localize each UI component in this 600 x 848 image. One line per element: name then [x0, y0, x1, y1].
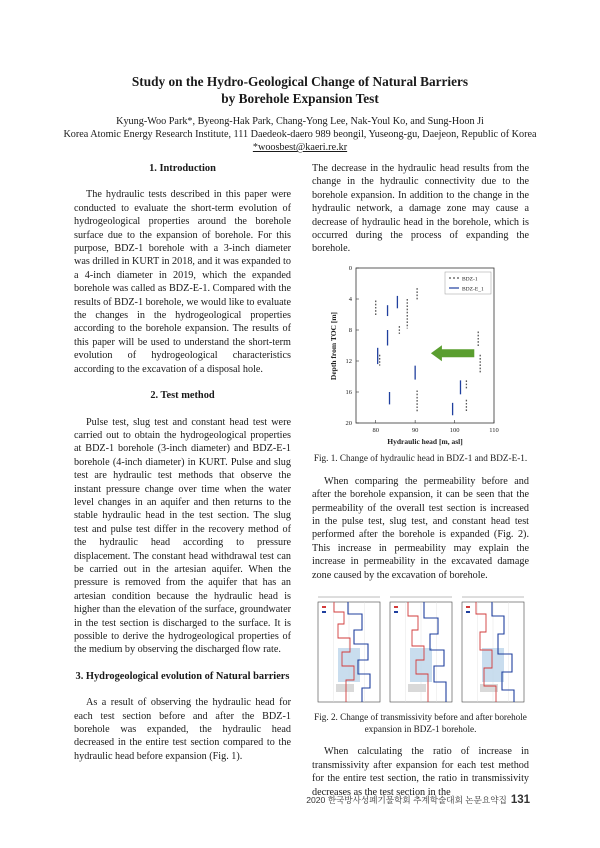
figure-1 — [312, 262, 529, 465]
page-number: 131 — [510, 794, 530, 806]
left-column — [74, 162, 291, 763]
y-tick-label: 12 — [345, 358, 352, 366]
shaded-zone — [336, 684, 354, 692]
shaded-zone — [338, 648, 360, 682]
y-tick-label: 0 — [348, 265, 352, 273]
section-heading-introduction: 1. Introduction — [149, 163, 216, 174]
figure-2-caption: Fig. 2. Change of transmissivity before and after borehole expansion in BDZ-1 borehole. — [314, 712, 527, 734]
figure-1-caption: Fig. 1. Change of hydraulic head in BDZ-1 and BDZ-E-1. — [313, 453, 528, 464]
figure-2 — [312, 588, 529, 735]
shaded-zone — [408, 684, 426, 692]
title-line-2: by Borehole Expansion Test — [221, 91, 379, 106]
legend-swatch-after — [322, 611, 326, 613]
chart-legend — [445, 272, 491, 294]
author-block — [40, 115, 560, 154]
legend-swatch-before — [466, 606, 470, 608]
page-footer — [306, 794, 530, 806]
y-tick-label: 4 — [348, 296, 352, 304]
legend-swatch-before — [322, 606, 326, 608]
hydraulic-head-chart — [312, 262, 529, 447]
x-tick-label: 110 — [489, 426, 499, 434]
legend-label-bdze1: BDZ-E_1 — [462, 286, 484, 293]
transmissivity-panel — [462, 597, 524, 702]
legend-swatch-before — [394, 606, 398, 608]
shaded-zone — [410, 648, 432, 682]
transmissivity-panel — [390, 597, 452, 702]
ratio-paragraph: When calculating the ratio of increase in transmissivity after expansion for each test method for the entire test section, the ratio in transmissivity decreases as the test section in the — [312, 746, 529, 798]
permeability-paragraph: When comparing the permeability before and after the borehole expansion, it can be seen that the permeability of the overall test section is increased in the pulse test, slug test, and constant head test performed after the borehole is expanded (Fig. 2). This increase in permeability may explain the increase in permeability in the excavated damage zone caused by the excavation of borehole. — [312, 475, 529, 581]
x-tick-label: 100 — [449, 426, 460, 434]
section-heading-test-method: 2. Test method — [150, 390, 215, 402]
test-method-paragraph: Pulse test, slug test and constant head test were carried out to obtain the hydrogeological properties at BDZ-1 borehole (3-inch diameter) and BDZ-E-1 borehole (4-inch diameter) in KURT. Pulse and slug test are hydraulic test methods that observe the instant pressure change over time when the water level changes in an aquifer and then returns to the stable hydraulic head in the test section. The slug test and pulse test differ in the recovery method of the hydraulic head according to pressure displacement. The constant head withdrawal test can be carried out in the artesian aquifer. When the pressure is removed from the aquifer that has an artesian condition because the hydraulic head is higher than the elevation of the surface, groundwater in the test section is discharged to the surface. It is possible to derive the hydrogeological properties of the medium by observing the discharged flow rate. — [74, 416, 291, 656]
y-axis-label: Depth from TOC [m] — [329, 311, 338, 380]
legend-label-bdz1: BDZ-1 — [462, 276, 478, 283]
legend-swatch-after — [394, 611, 398, 613]
continued-paragraph: The decrease in the hydraulic head results from the change in the hydraulic connectivity due to the borehole expansion. In addition to the change in the hydraulic network, a damage zone may cause a decrease of hydraulic head in the borehole, which is occurred during the process of expanding the borehole. — [312, 163, 529, 255]
author-email[interactable]: *woosbest@kaeri.re.kr — [252, 142, 348, 153]
right-column — [312, 162, 529, 799]
paper-title — [60, 73, 540, 107]
transmissivity-panel — [318, 597, 380, 702]
shaded-zone — [482, 648, 504, 682]
y-tick-label: 20 — [345, 420, 352, 428]
hydrogeological-evolution-paragraph: As a result of observing the hydraulic head for each test section before and after the BDZ-1 borehole was expanded, the hydraulic head decreased in the entire test section compared to the hydraulic head before expansion (Fig. 1). — [74, 697, 291, 762]
y-tick-label: 16 — [345, 389, 352, 397]
author-list: Kyung-Woo Park*, Byeong-Hak Park, Chang-Yong Lee, Nak-Youl Ko, and Sung-Hoon Ji — [116, 116, 484, 127]
x-tick-label: 90 — [411, 426, 419, 434]
legend-swatch-after — [466, 611, 470, 613]
y-tick-label: 8 — [348, 327, 352, 335]
title-line-1: Study on the Hydro-Geological Change of Natural Barriers — [131, 74, 469, 89]
affiliation: Korea Atomic Energy Research Institute, 111 Daedeok-daero 989 beongil, Yuseong-gu, Daejeon, Republic of Korea — [63, 129, 537, 140]
shaded-zone — [480, 684, 498, 692]
introduction-paragraph: The hydraulic tests described in this paper were conducted to evaluate the short-term evolution of hydrogeological properties around the borehole surface due to the expansion of borehole. For this purpose, BDZ-1 borehole with a 3-inch diameter was drilled in KURT in 2018, and it was expanded to a 4-inch diameter in 2019, which the expanded borehole was called as BDZ-E-1. Compared with the results of BDZ-1 borehole, we would like to evaluate the changes in the hydrogeological properties according to the borehole expansion. The results of this paper will be used to understand the short-term evolution of hydrogeological characteristics according to the excavation of a disposal hole. — [74, 189, 291, 375]
section-heading-hydrogeological-evolution: 3. Hydrogeological evolution of Natural barriers — [75, 670, 290, 682]
x-axis-label: Hydraulic head [m, asl] — [387, 436, 463, 446]
x-tick-label: 80 — [372, 426, 379, 434]
proceedings-title: 2020 한국방사성폐기물학회 추계학술대회 논문요약집 — [306, 795, 507, 805]
transmissivity-chart — [312, 588, 529, 706]
